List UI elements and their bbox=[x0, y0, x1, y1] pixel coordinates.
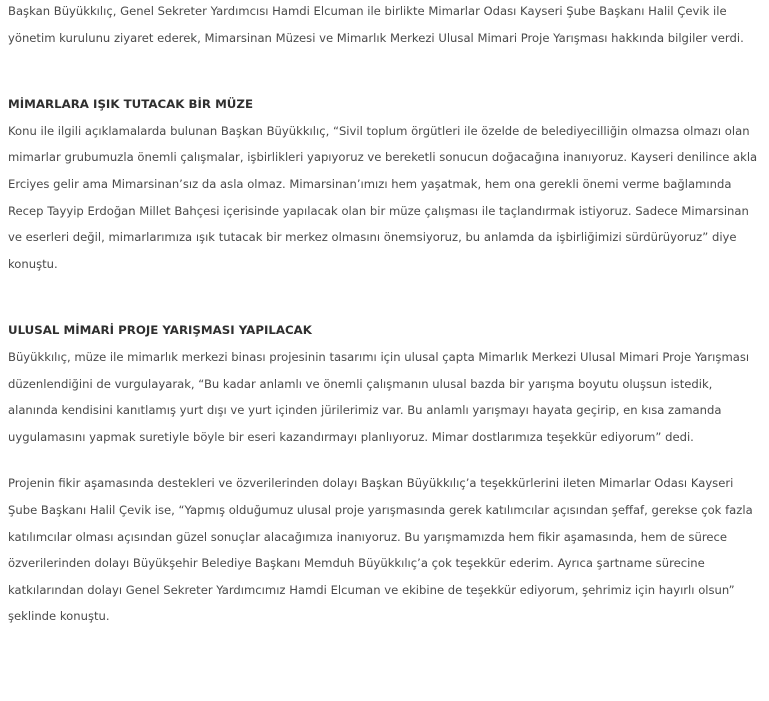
news-article bbox=[8, 0, 760, 630]
section-heading-competition: ULUSAL MİMARİ PROJE YARIŞMASI YAPILACAK bbox=[8, 323, 312, 338]
spacer bbox=[8, 51, 760, 91]
intro-paragraph: Başkan Büyükkılıç, Genel Sekreter Yardımcısı Hamdi Elcuman ile birlikte Mimarlar Odası Kayseri Şube Başkanı Halil Çevik ile yönetim kurulunu ziyaret ederek, Mimarsinan Müzesi ve Mimarlık Merkezi Ulusal Mimari Proje Yarışması hakkında bilgiler verdi. bbox=[8, 4, 744, 45]
section-paragraph-competition: Büyükkılıç, müze ile mimarlık merkezi binası projesinin tasarımı için ulusal çapta Mimarlık Merkezi Ulusal Mimari Proje Yarışması düzenlendiğini de vurgulayarak, “Bu kadar anlamlı ve önemli çalışmanın ulusal bazda bir yarışma boyutu oluşsun istedik, alanında kendisini kanıtlamış yurt dışı ve yurt içinden jürilerimiz var. Bu anlamlı yarışmayı hayata geçirip, en kısa zamanda uygulamasını yapmak suretiyle böyle bir eseri kazandırmayı planlıyoruz. Mimar dostlarımıza teşekkür ediyorum” dedi. bbox=[8, 349, 750, 444]
section-heading-museum: MİMARLARA IŞIK TUTACAK BİR MÜZE bbox=[8, 97, 253, 112]
spacer bbox=[8, 277, 760, 317]
section-paragraph-thanks: Projenin fikir aşamasında destekleri ve özverilerinden dolayı Başkan Büyükkılıç’a teşekkürlerini ileten Mimarlar Odası Kayseri Şube Başkanı Halil Çevik ise, “Yapmış olduğumuz ulusal proje yarışmasında gerek katılımcılar açısından şeffaf, gerekse çok fazla katılımcılar olması açısından güzel sonuçlar alacağımıza inanıyoruz. Bu yarışmamızda hem fikir aşamasında, hem de sürece özverilerinden dolayı Büyükşehir Belediye Başkanı Memduh Büyükkılıç’a çok teşekkür ederim. Ayrıca şartname sürecine katkılarından dolayı Genel Sekreter Yardımcımız Hamdi Elcuman ve ekibine de teşekkür ediyorum, şehrimiz için hayırlı olsun” şeklinde konuştu. bbox=[8, 476, 753, 624]
spacer bbox=[8, 450, 760, 470]
section-paragraph-museum: Konu ile ilgili açıklamalarda bulunan Başkan Büyükkılıç, “Sivil toplum örgütleri ile özelde de belediyecilliğin olmazsa olmazı olan mimarlar grubumuzla önemli çalışmalar, işbirlikleri yapıyoruz ve bereketli sonucun doğacağına inanıyoruz. Kayseri denilince akla Erciyes gelir ama Mimarsinan’sız da asla olmaz. Mimarsinan’ımızı hem yaşatmak, hem ona gerekli önemi verme bağlamında Recep Tayyip Erdoğan Millet Bahçesi içerisinde yapılacak olan bir müze çalışması ile taçlandırmak istiyoruz. Sadece Mimarsinan ve eserleri değil, mimarlarımıza ışık tutacak bir merkez olmasını önemsiyoruz, bu anlamda da işbirliğimizi sürdürüyoruz” diye konuştu. bbox=[8, 123, 758, 271]
